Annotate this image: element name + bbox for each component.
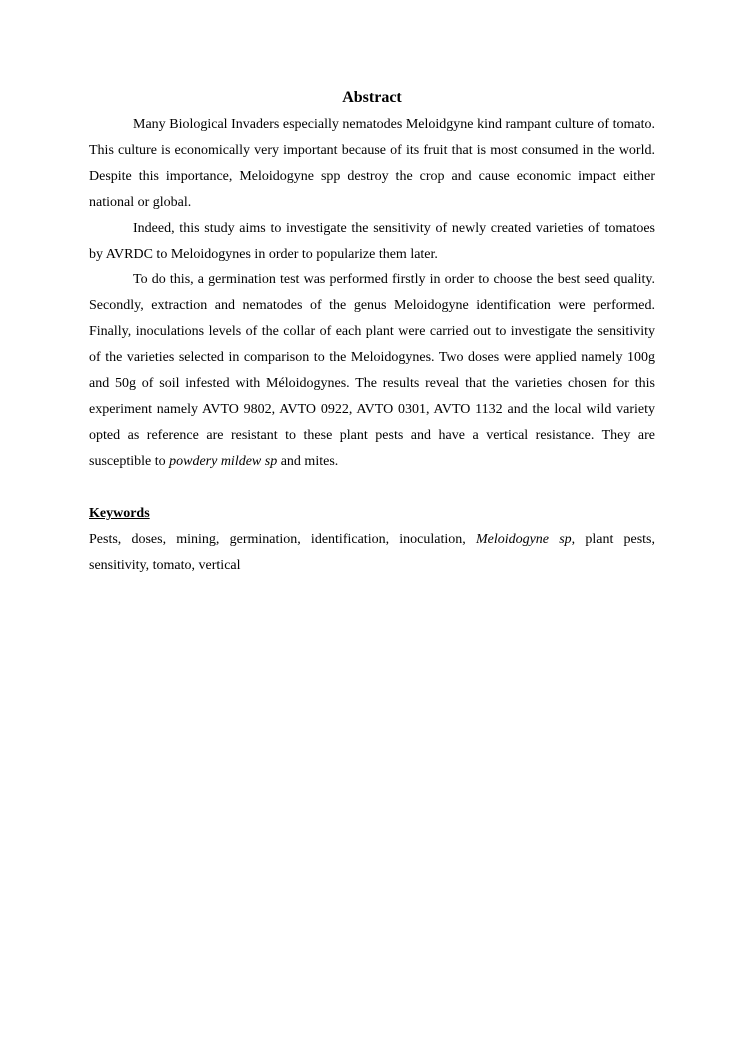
abstract-paragraph-3	[89, 267, 655, 474]
abstract-paragraph-3-italic: powdery mildew sp	[169, 453, 278, 469]
abstract-title: Abstract	[342, 89, 402, 106]
keywords-text: Pests, doses, mining, germination, identification, inoculation,	[89, 531, 476, 547]
abstract-paragraph-3-end: and mites.	[277, 453, 339, 469]
abstract-paragraph-2: Indeed, this study aims to investigate the sensitivity of newly created varieties of tomatoes by AVRDC to Meloidogynes in order to popularize them later.	[89, 220, 655, 262]
abstract-page	[89, 86, 655, 578]
keywords-italic: Meloidogyne sp	[475, 531, 572, 547]
keywords-text-end: , plant pests, sensitivity, tomato, vertical	[89, 531, 656, 573]
abstract-paragraph-1: Many Biological Invaders especially nematodes Meloidgyne kind rampant culture of tomato. This culture is economically very important because of its fruit that is most consumed in the world. Despite this importance, Meloidogyne spp destroy the crop and cause economic impact either national or global.	[89, 117, 655, 210]
keywords-list	[89, 527, 655, 579]
abstract-paragraph-3-text: To do this, a germination test was performed firstly in order to choose the best seed quality. Secondly, extraction and nematodes of the genus Meloidogyne identification were performed. Finally, inoculations levels of the collar of each plant were carried out to investigate the sensitivity of the varieties selected in comparison to the Meloidogynes. Two doses were applied namely 100g and 50g of soil infested with Méloidogynes. The results reveal that the varieties chosen for this experiment namely AVTO 9802, AVTO 0922, AVTO 0301, AVTO 1132 and the local wild variety opted as reference are resistant to these plant pests and have a vertical resistance. They are susceptible to	[89, 272, 655, 469]
section-spacer	[89, 475, 655, 501]
keywords-heading: Keywords	[89, 505, 150, 521]
